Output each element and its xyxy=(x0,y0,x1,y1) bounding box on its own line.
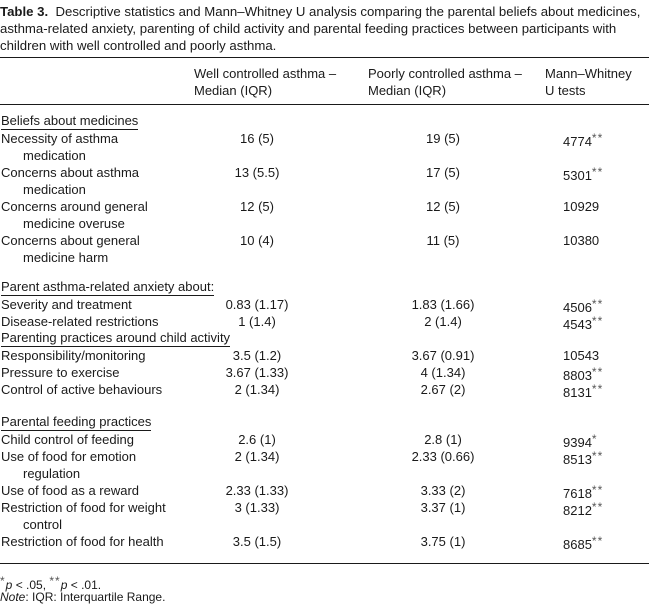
cell-mann-whitney: 8685** xyxy=(563,534,604,552)
significance-footnote: *p < .05, **p < .01. xyxy=(0,574,102,592)
cell-poorly-controlled: 3.67 (0.91) xyxy=(411,348,475,363)
significance-marker: ** xyxy=(591,483,604,497)
cell-poorly-controlled: 2 (1.4) xyxy=(424,314,462,329)
cell-poorly-controlled: 12 (5) xyxy=(426,199,460,214)
row-label: Responsibility/monitoring xyxy=(1,348,146,363)
cell-well-controlled: 13 (5.5) xyxy=(234,165,280,180)
significance-marker: * xyxy=(591,432,598,446)
row-label: Concerns about general medicine harm xyxy=(1,233,140,265)
cell-poorly-controlled: 3.75 (1) xyxy=(420,534,466,549)
header-well-controlled: Well controlled asthma – Median (IQR) xyxy=(194,66,337,98)
significance-marker: ** xyxy=(591,314,604,328)
cell-mann-whitney: 4506** xyxy=(563,297,604,315)
cell-poorly-controlled: 11 (5) xyxy=(426,233,460,248)
significance-marker: ** xyxy=(591,131,604,145)
section-heading: Parenting practices around child activity xyxy=(1,330,231,345)
cell-poorly-controlled: 3.33 (2) xyxy=(420,483,466,498)
cell-mann-whitney: 8513** xyxy=(563,449,604,467)
table-label: Table 3. xyxy=(0,4,49,19)
row-label: Severity and treatment xyxy=(1,297,132,312)
significance-marker: ** xyxy=(591,165,604,179)
cell-mann-whitney: 8803** xyxy=(563,365,604,383)
row-label: Pressure to exercise xyxy=(1,365,120,380)
row-label: Necessity of asthma medication xyxy=(1,131,119,163)
cell-well-controlled: 3.67 (1.33) xyxy=(225,365,289,380)
cell-mann-whitney: 8131** xyxy=(563,382,604,400)
row-label: Use of food for emotion regulation xyxy=(1,449,137,481)
cell-mann-whitney: 4543** xyxy=(563,314,604,332)
significance-marker: ** xyxy=(591,500,604,514)
row-label: Disease-related restrictions xyxy=(1,314,159,329)
row-label: Control of active behaviours xyxy=(1,382,163,397)
cell-well-controlled: 2 (1.34) xyxy=(234,382,280,397)
row-label: Use of food as a reward xyxy=(1,483,140,498)
section-heading: Parental feeding practices xyxy=(1,414,152,429)
cell-well-controlled: 2.6 (1) xyxy=(238,432,276,447)
significance-marker: ** xyxy=(591,297,604,311)
row-label: Concerns about asthma medication xyxy=(1,165,140,197)
cell-mann-whitney: 7618** xyxy=(563,483,604,501)
cell-well-controlled: 3.5 (1.2) xyxy=(232,348,282,363)
cell-well-controlled: 2.33 (1.33) xyxy=(225,483,289,498)
caption-text: Descriptive statistics and Mann–Whitney U analysis comparing the parental beliefs about medicines, asthma-related anxiety, parenting of child activity and parental feeding practices between participants with children with well controlled and poorly asthma. xyxy=(0,4,641,53)
cell-well-controlled: 0.83 (1.17) xyxy=(225,297,289,312)
cell-well-controlled: 16 (5) xyxy=(240,131,274,146)
header-rule xyxy=(0,104,649,105)
cell-mann-whitney: 5301** xyxy=(563,165,604,183)
row-label: Child control of feeding xyxy=(1,432,134,447)
section-heading: Beliefs about medicines xyxy=(1,113,139,128)
cell-well-controlled: 12 (5) xyxy=(240,199,274,214)
cell-poorly-controlled: 2.8 (1) xyxy=(424,432,462,447)
cell-poorly-controlled: 4 (1.34) xyxy=(420,365,466,380)
bottom-rule xyxy=(0,563,649,564)
table-caption xyxy=(0,3,649,54)
cell-mann-whitney: 4774** xyxy=(563,131,604,149)
cell-well-controlled: 1 (1.4) xyxy=(238,314,276,329)
cell-poorly-controlled: 17 (5) xyxy=(426,165,460,180)
section-heading: Parent asthma-related anxiety about: xyxy=(1,279,215,294)
row-label: Restriction of food for weight control xyxy=(1,500,166,532)
cell-well-controlled: 2 (1.34) xyxy=(234,449,280,464)
cell-poorly-controlled: 2.67 (2) xyxy=(420,382,466,397)
significance-marker: ** xyxy=(591,534,604,548)
cell-mann-whitney: 9394* xyxy=(563,432,598,450)
cell-well-controlled: 10 (4) xyxy=(240,233,274,248)
significance-marker: ** xyxy=(591,365,604,379)
cell-mann-whitney: 10380 xyxy=(563,233,600,248)
note-footnote: Note: IQR: Interquartile Range. xyxy=(0,590,166,604)
top-rule xyxy=(0,57,649,58)
cell-well-controlled: 3 (1.33) xyxy=(234,500,280,515)
cell-poorly-controlled: 1.83 (1.66) xyxy=(411,297,475,312)
cell-poorly-controlled: 3.37 (1) xyxy=(420,500,466,515)
cell-poorly-controlled: 2.33 (0.66) xyxy=(411,449,475,464)
cell-mann-whitney: 8212** xyxy=(563,500,604,518)
header-poorly-controlled: Poorly controlled asthma – Median (IQR) xyxy=(368,66,522,98)
cell-mann-whitney: 10543 xyxy=(563,348,600,363)
cell-mann-whitney: 10929 xyxy=(563,199,600,214)
cell-well-controlled: 3.5 (1.5) xyxy=(232,534,282,549)
significance-marker: ** xyxy=(591,449,604,463)
row-label: Restriction of food for health xyxy=(1,534,164,549)
cell-poorly-controlled: 19 (5) xyxy=(426,131,460,146)
significance-marker: ** xyxy=(591,382,604,396)
row-label: Concerns around general medicine overuse xyxy=(1,199,148,231)
header-mann-whitney: Mann–Whitney U tests xyxy=(545,66,632,98)
